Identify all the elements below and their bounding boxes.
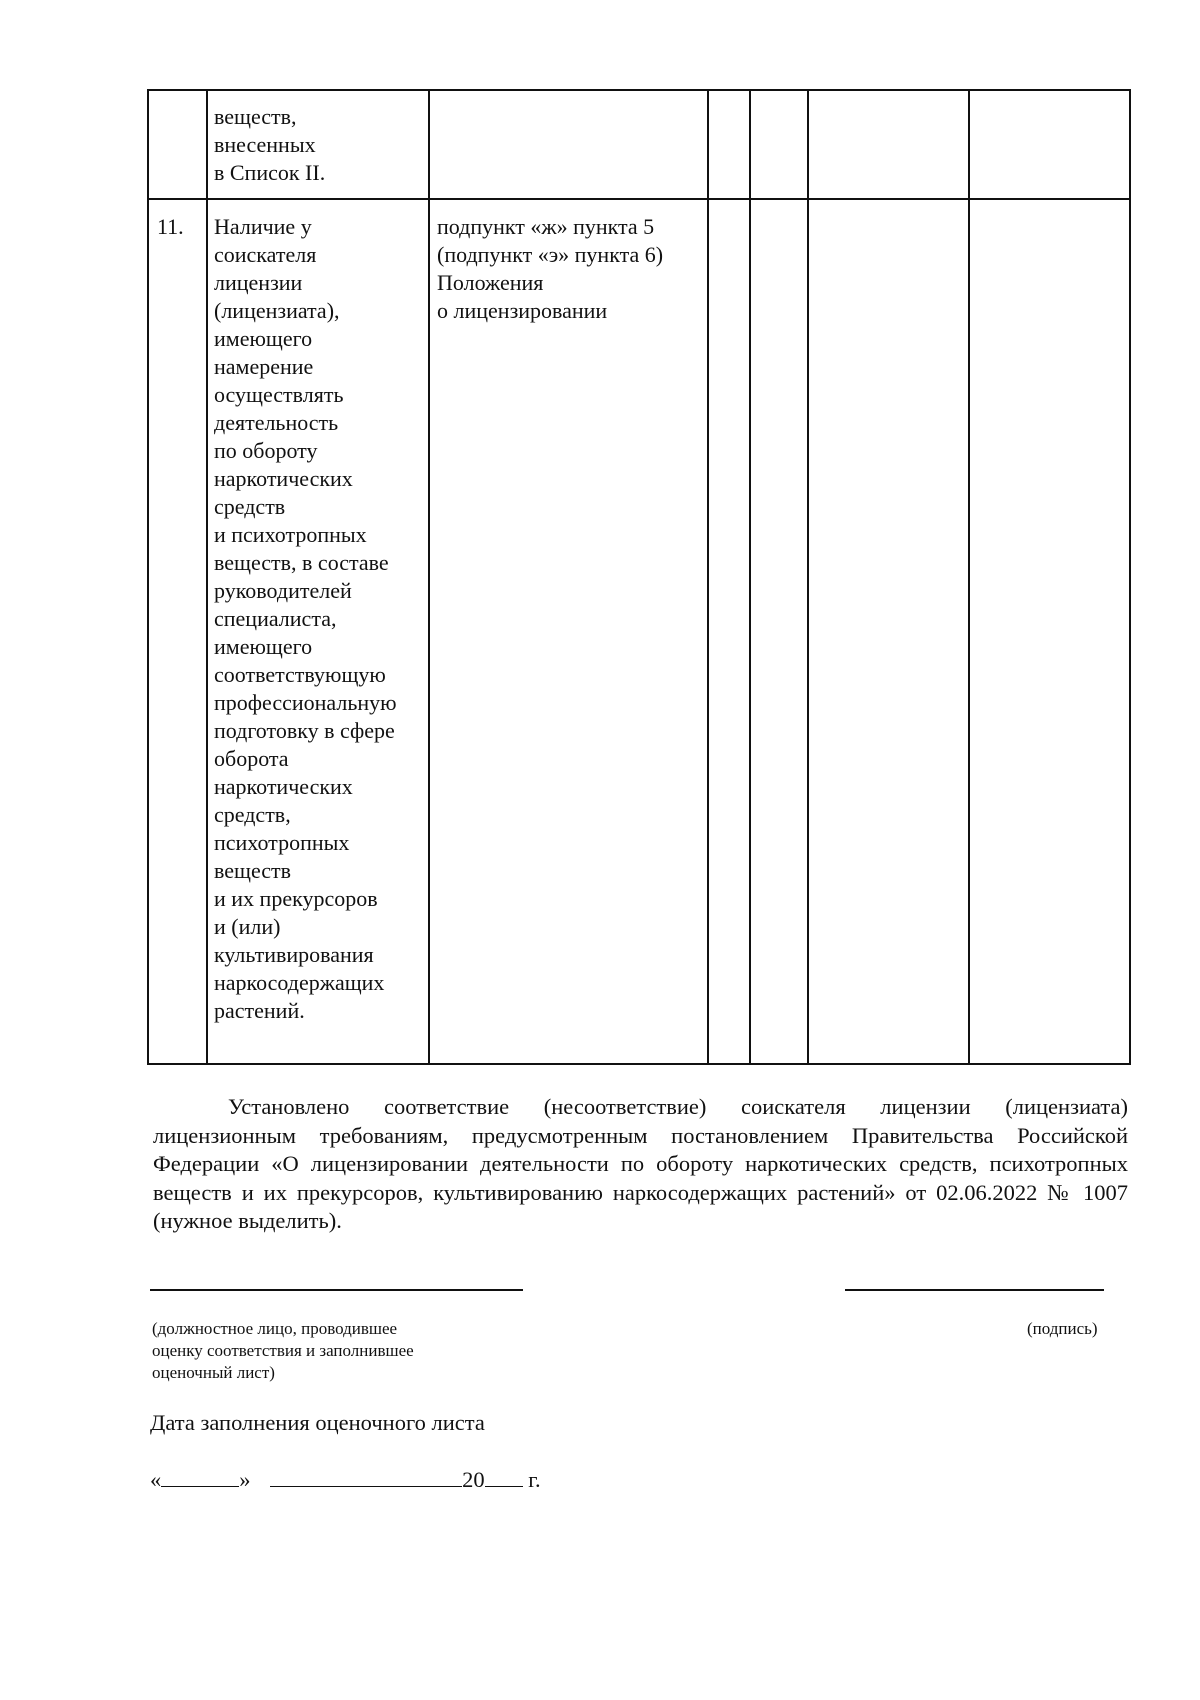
table-cell-reference: подпункт «ж» пункта 5 (подпункт «э» пункта 6) Положения о лицензировании	[437, 214, 664, 323]
date-label: Дата заполнения оценочного листа	[150, 1410, 485, 1435]
date-close-quote: »	[239, 1467, 251, 1492]
table-border-left	[147, 89, 149, 1065]
date-fill-line	[150, 1466, 541, 1493]
year-prefix: 20	[462, 1467, 485, 1492]
year-blank	[485, 1466, 523, 1487]
table-col-divider	[968, 89, 970, 1065]
table-col-divider	[807, 89, 809, 1065]
signature-caption: (подпись)	[1027, 1319, 1098, 1338]
table-cell-requirement-cont: веществ, внесенных в Список II.	[214, 104, 326, 185]
conclusion-paragraph: Установлено соответствие (несоответствие) соискателя лицензии (лицензиата) лицензионным требованиям, предусмотренным постановлением Правительства Российской Федерации «О лицензировании деятельности по обороту наркотических средств, психотропных веществ и их прекурсоров, культивированию наркосодержащих растений» от 02.06.2022 № 1007 (нужное выделить).	[153, 1094, 1128, 1233]
official-caption: (должностное лицо, проводившее оценку соответствия и заполнившее оценочный лист)	[152, 1319, 414, 1382]
signature-line	[845, 1289, 1104, 1291]
table-col-divider	[206, 89, 208, 1065]
table-border-bottom	[147, 1063, 1131, 1065]
month-blank	[270, 1466, 462, 1487]
date-open-quote: «	[150, 1467, 162, 1492]
table-col-divider	[749, 89, 751, 1065]
table-col-divider	[707, 89, 709, 1065]
day-blank	[161, 1466, 239, 1487]
table-row-divider	[147, 198, 1131, 200]
table-cell-number: 11.	[157, 214, 184, 239]
table-border-top	[147, 89, 1131, 91]
table-cell-requirement: Наличие у соискателя лицензии (лицензиата), имеющего намерение осуществлять деятельность по обороту наркотических средств и психотропных веществ, в составе руководителей специалиста, имеющего соответствующую профессиональную подготовку в сфере оборота наркотических средств, психотропных веществ и их прекурсоров и (или) культивирования наркосодержащих растений.	[214, 214, 397, 1023]
year-suffix: г.	[528, 1467, 541, 1492]
table-border-right	[1129, 89, 1131, 1065]
official-signature-line	[150, 1289, 523, 1291]
table-col-divider	[428, 89, 430, 1065]
